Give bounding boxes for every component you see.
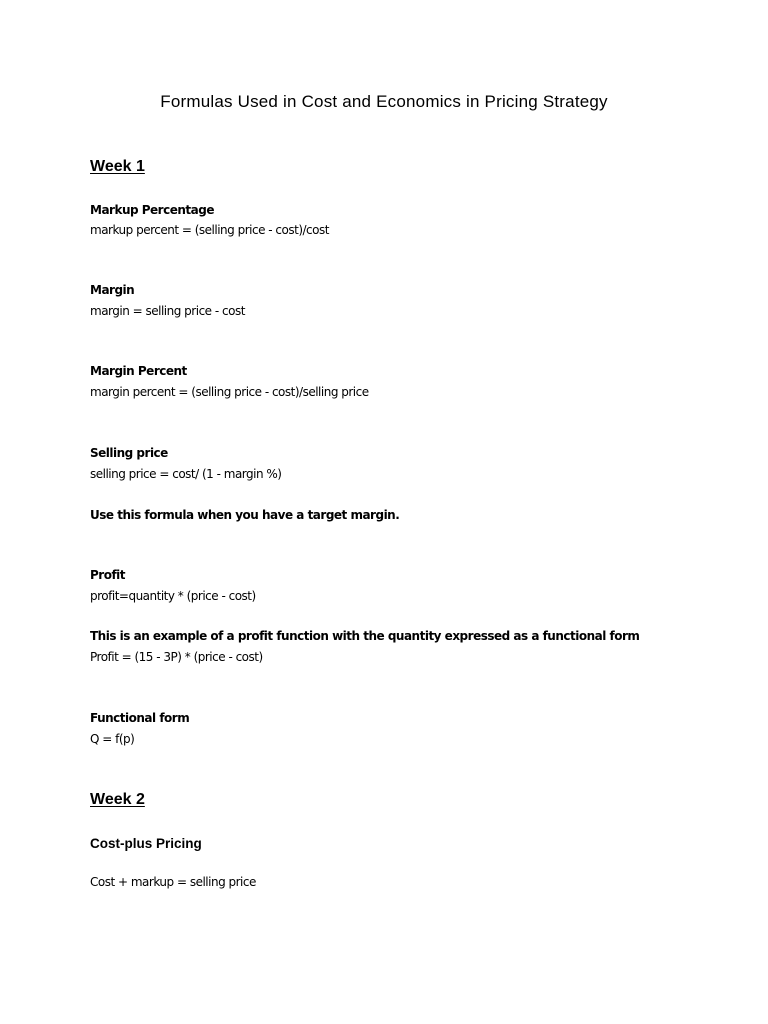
functional-form-formula: Q = f(p): [90, 732, 135, 746]
selling-price-note: Use this formula when you have a target margin.: [90, 508, 400, 522]
profit-label: Profit: [90, 568, 126, 582]
markup-percentage-label: Markup Percentage: [90, 203, 214, 217]
cost-plus-pricing-formula: Cost + markup = selling price: [90, 875, 256, 889]
margin-formula: margin = selling price - cost: [90, 304, 245, 318]
margin-percent-formula: margin percent = (selling price - cost)/selling price: [90, 385, 369, 399]
margin-label: Margin: [90, 283, 135, 297]
selling-price-label: Selling price: [90, 446, 168, 460]
selling-price-formula: selling price = cost/ (1 - margin %): [90, 467, 282, 481]
profit-example-note: This is an example of a profit function with the quantity expressed as a functional form: [90, 629, 640, 643]
functional-form-label: Functional form: [90, 711, 190, 725]
margin-percent-label: Margin Percent: [90, 364, 187, 378]
cost-plus-pricing-label: Cost-plus Pricing: [90, 836, 202, 851]
document-title: Formulas Used in Cost and Economics in Pricing Strategy: [160, 92, 608, 111]
profit-formula: profit=quantity * (price - cost): [90, 589, 256, 603]
week-2-heading: Week 2: [90, 791, 145, 808]
week-1-heading: Week 1: [90, 158, 145, 175]
profit-example-formula: Profit = (15 - 3P) * (price - cost): [90, 650, 263, 664]
markup-percentage-formula: markup percent = (selling price - cost)/cost: [90, 223, 329, 237]
